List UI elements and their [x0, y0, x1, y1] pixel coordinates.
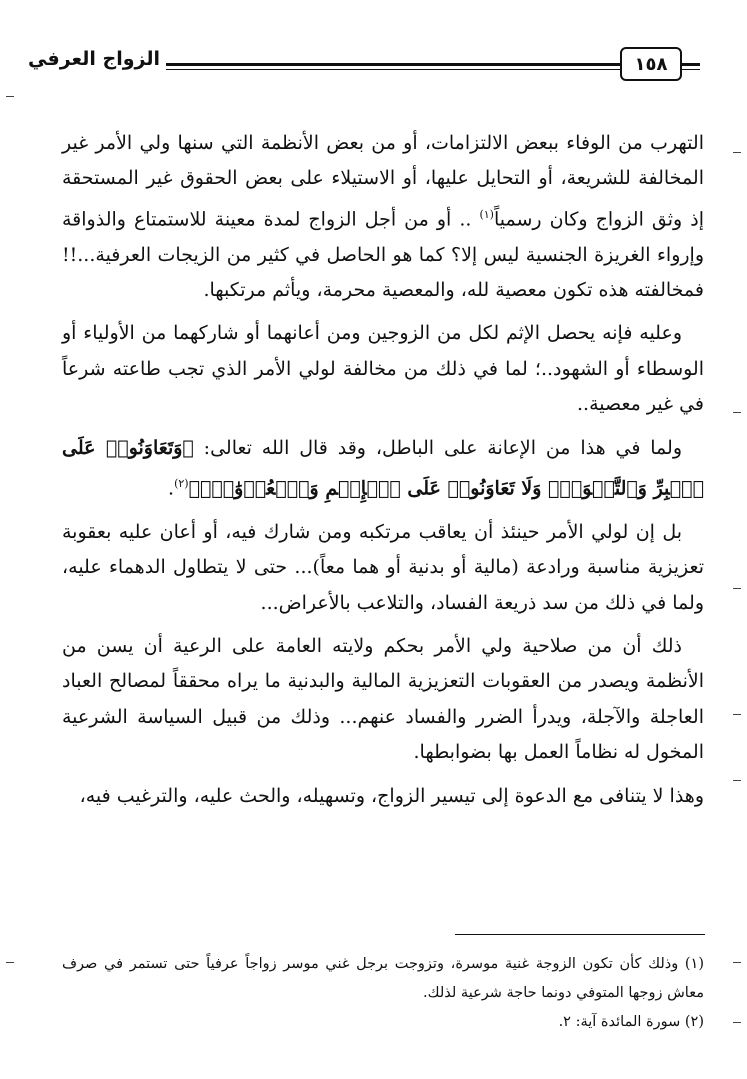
paragraph-3-text: ولما في هذا من الإعانة على الباطل، وقد قال الله تعالى:	[193, 436, 683, 459]
paragraph-6-text: وهذا لا يتنافى مع الدعوة إلى تيسير الزواج، وتسهيله، والحث عليه، والترغيب فيه،	[79, 784, 704, 807]
paragraph-5-text: ذلك أن من صلاحية ولي الأمر بحكم ولايته العامة على الرعية أن يسن من الأنظمة ويصدر من العقوبات التعزيزية المالية والبدنية ما يراه محققاً لمصالح العباد العاجلة والآجلة، ويدرأ الضرر والفساد عنهم... وذلك من قبيل السياسة الشرعية المخول له نظاماً العمل بها بضوابطها.	[62, 634, 704, 764]
paragraph-3	[62, 431, 704, 507]
margin-mark	[733, 962, 741, 963]
paragraph-6	[62, 779, 704, 814]
quran-verse: ﴿وَتَعَاوَنُوا۟ عَلَى ٱلۡبِرِّ وَٱلتَّقۡوَىٰۖ وَلَا تَعَاوَنُوا۟ عَلَى ٱلۡإِثۡمِ وَٱلۡعُدۡوَٰنِۚ﴾	[62, 436, 704, 500]
header-rule-tail	[682, 63, 700, 70]
page-number: ١٥٨	[634, 53, 668, 75]
paragraph-3-text-after: .	[168, 477, 175, 500]
footnote-ref-2: (٢)	[174, 476, 189, 490]
running-header-title: الزواج العرفي	[28, 48, 160, 70]
footnote-1: (١) وذلك كأن تكون الزوجة غنية موسرة، وتزوجت برجل غني موسر زواجاً عرفياً حتى تستمر في صرف معاش زوجها المتوفي دونما حاجة شرعية لذلك.	[62, 956, 704, 1001]
margin-mark	[6, 962, 14, 963]
paragraph-1-text-after: .. أو من أجل الزواج لمدة معينة للاستمتاع والذواقة وإرواء الغريزة الجنسية ليس إلا؟ كما هو الحاصل في كثير من الزيجات العرفية...!! فمخالفته هذه تكون معصية لله، والمعصية محرمة، ويأثم مرتكبها.	[62, 208, 704, 301]
paragraph-1	[62, 126, 704, 308]
margin-mark	[733, 714, 741, 715]
margin-mark	[733, 1022, 741, 1023]
paragraph-2	[62, 316, 704, 422]
paragraph-4-text: بل إن لولي الأمر حينئذ أن يعاقب مرتكبه ومن شارك فيه، أو أعان عليه بعقوبة تعزيزية مناسبة ورادعة (مالية أو بدنية أو هما معاً)... حتى لا يتطاول الدهماء عليه، ولما في ذلك من سد ذريعة الفساد، والتلاعب بالأعراض...	[62, 520, 704, 614]
paragraph-2-text: وعليه فإنه يحصل الإثم لكل من الزوجين ومن أعانهما أو شاركهما من الأولياء أو الوسطاء أو الشهود..؛ لما في ذلك من مخالفة لولي الأمر الذي تجب طاعته شرعاً في غير معصية..	[62, 322, 704, 416]
footnote-ref-1: (١)	[479, 207, 494, 221]
margin-mark	[733, 588, 741, 589]
footnotes	[62, 950, 704, 1037]
paragraph-4	[62, 515, 704, 621]
paragraph-5	[62, 629, 704, 771]
footnote-separator	[455, 934, 705, 935]
paragraph-1-text: التهرب من الوفاء ببعض الالتزامات، أو من بعض الأنظمة التي سنها ولي الأمر غير المخالفة للشريعة، أو التحايل عليها، أو الاستيلاء على بعض الحقوق غير المستحقة إذ وثق الزواج وكان رسمياً	[62, 132, 704, 231]
margin-mark	[733, 152, 741, 153]
footnote-2: (٢) سورة المائدة آية: ٢.	[558, 1014, 704, 1030]
margin-mark	[733, 412, 741, 413]
margin-mark	[733, 780, 741, 781]
header-rule	[166, 63, 620, 70]
margin-mark	[6, 96, 14, 97]
body-text	[62, 126, 704, 822]
page-number-box	[620, 47, 682, 81]
